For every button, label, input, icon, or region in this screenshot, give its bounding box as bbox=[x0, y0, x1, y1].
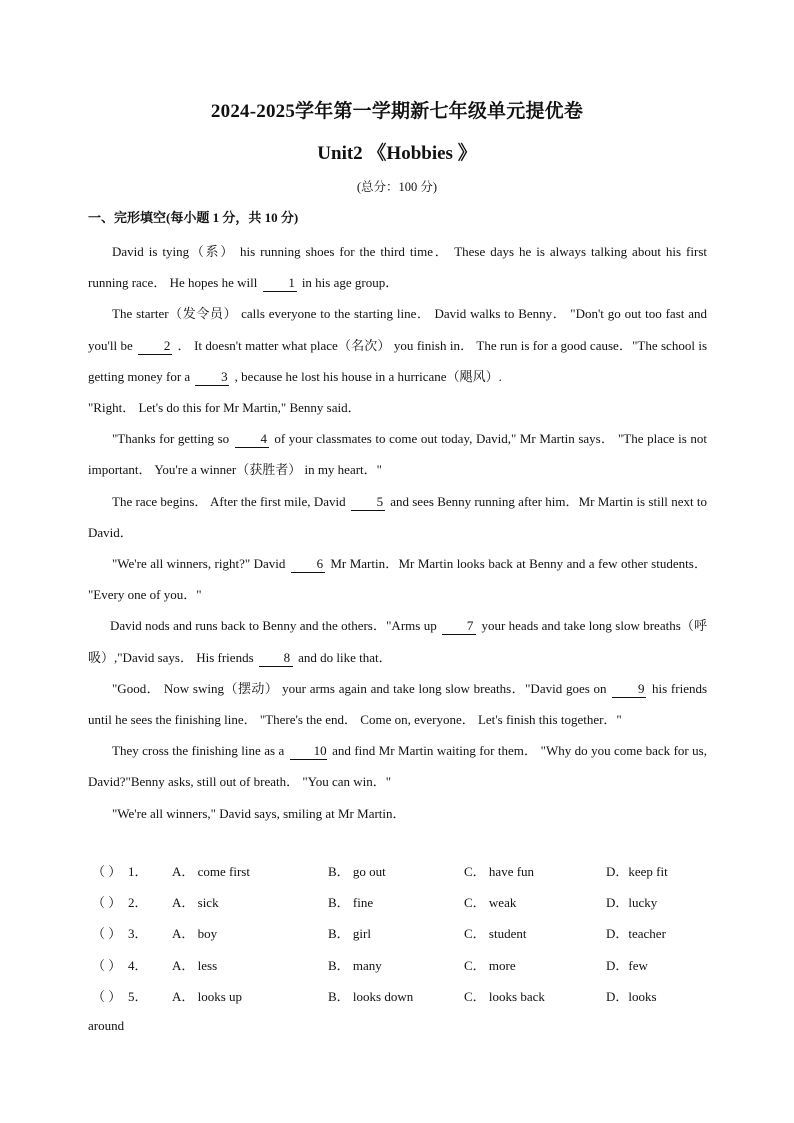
text: David nods and runs back to Benny and the others．"Arms up bbox=[110, 618, 437, 634]
option-c[interactable]: C． looks back bbox=[464, 988, 545, 1004]
question-row-4 bbox=[88, 952, 707, 983]
question-row-1 bbox=[88, 858, 707, 889]
answer-paren[interactable]: （ ） bbox=[92, 926, 122, 942]
text: Mr Martin．Mr Martin looks back at Benny and a few other students． "Every one of you．" bbox=[88, 556, 707, 603]
text: , because he lost his house in a hurricane（飓风）. bbox=[234, 368, 502, 384]
text: his friends until he sees the finishing line． "There's the end． Come on, everyone． Let's finish this together．" bbox=[88, 680, 708, 728]
paragraph-5 bbox=[88, 486, 707, 548]
option-a[interactable]: A． less bbox=[172, 957, 218, 973]
option-d[interactable]: D．keep fit bbox=[606, 864, 668, 879]
option-a[interactable]: A． boy bbox=[172, 926, 218, 942]
section-heading: 一、完形填空(每小题 1 分，共 10 分) bbox=[88, 210, 299, 225]
blank-10[interactable]: 10 bbox=[290, 743, 327, 760]
question-options bbox=[88, 858, 707, 1014]
question-row-5 bbox=[88, 983, 707, 1014]
answer-paren[interactable]: （ ） bbox=[92, 988, 122, 1004]
exam-title: 2024-2025学年第一学期新七年级单元提优卷 bbox=[210, 101, 584, 122]
option-c[interactable]: C． more bbox=[464, 957, 516, 973]
question-row-2 bbox=[88, 889, 707, 920]
blank-9[interactable]: 9 bbox=[612, 681, 646, 698]
option-b[interactable]: B． fine bbox=[328, 895, 374, 911]
option-b[interactable]: B． looks down bbox=[328, 988, 414, 1004]
text: and sees Benny running after him．Mr Martin is still next to David． bbox=[88, 493, 707, 540]
paragraph-2 bbox=[88, 298, 707, 392]
option-b[interactable]: B． go out bbox=[328, 864, 386, 879]
option-b[interactable]: B． girl bbox=[328, 926, 371, 942]
option-d[interactable]: D．lucky bbox=[606, 895, 658, 911]
option-c[interactable]: C． weak bbox=[464, 895, 517, 911]
answer-paren[interactable]: （ ） bbox=[92, 864, 122, 879]
option-c[interactable]: C． student bbox=[464, 926, 527, 942]
paragraph-6 bbox=[88, 548, 707, 610]
paragraph-8 bbox=[88, 673, 707, 735]
blank-2[interactable]: 2 bbox=[138, 338, 172, 355]
text: "We're all winners, right?" David bbox=[112, 556, 286, 572]
paragraph-7 bbox=[88, 610, 707, 672]
paragraph-3 bbox=[88, 392, 707, 423]
text: your heads and take long slow breaths（呼吸）,"David says． His friends bbox=[88, 618, 708, 665]
text: in his age group． bbox=[301, 275, 399, 291]
cloze-passage bbox=[88, 236, 707, 829]
option-a[interactable]: A． sick bbox=[172, 895, 219, 911]
blank-4[interactable]: 4 bbox=[235, 431, 269, 448]
paragraph-9 bbox=[88, 735, 707, 797]
option-a[interactable]: A． looks up bbox=[172, 988, 243, 1004]
question-number: 2． bbox=[128, 895, 148, 911]
blank-1[interactable]: 1 bbox=[263, 275, 297, 292]
paragraph-1 bbox=[88, 236, 707, 298]
question-number: 5． bbox=[128, 988, 148, 1004]
option-a[interactable]: A． come first bbox=[172, 864, 250, 879]
text: "We're all winners," David says, smiling at Mr Martin． bbox=[112, 805, 406, 821]
option-d[interactable]: D．looks bbox=[606, 988, 657, 1004]
text: and do like that． bbox=[298, 649, 392, 665]
answer-paren[interactable]: （ ） bbox=[92, 957, 122, 973]
text: ． It doesn't matter what place（名次） you finish in． The run is for a good cause．"The school is getting money for a bbox=[88, 337, 708, 384]
unit-subtitle: Unit2 《Hobbies 》 bbox=[317, 143, 477, 164]
text: David is tying（系） his running shoes for the third time． These days he is always talking about his first running race． He hopes he will bbox=[88, 244, 707, 291]
text: "Good． Now swing（摆动） your arms again and take long slow breaths．"David goes on bbox=[112, 680, 607, 696]
text: The starter（发令员） calls everyone to the starting line． David walks to Benny． "Don't go out too fast and you'll be bbox=[88, 306, 707, 353]
question-number: 1． bbox=[128, 864, 148, 879]
text: and find Mr Martin waiting for them． "Why do you come back for us, David?"Benny asks, still out of breath． "You can win．" bbox=[88, 743, 707, 790]
blank-6[interactable]: 6 bbox=[291, 556, 325, 573]
option-d-wrap: around bbox=[88, 1018, 125, 1033]
blank-7[interactable]: 7 bbox=[442, 618, 476, 635]
text: They cross the finishing line as a bbox=[112, 743, 285, 759]
paragraph-10 bbox=[88, 798, 707, 829]
blank-5[interactable]: 5 bbox=[351, 494, 385, 511]
option-d[interactable]: D．teacher bbox=[606, 926, 666, 942]
answer-paren[interactable]: （ ） bbox=[92, 895, 122, 911]
text: "Thanks for getting so bbox=[112, 431, 230, 447]
text: of your classmates to come out today, David," Mr Martin says． "The place is not important． You're a winner（获胜者） in my heart．" bbox=[88, 431, 707, 478]
text: The race begins． After the first mile, David bbox=[112, 493, 346, 509]
question-row-3 bbox=[88, 920, 707, 951]
blank-3[interactable]: 3 bbox=[195, 369, 229, 386]
question-number: 4． bbox=[128, 957, 148, 973]
option-b[interactable]: B． many bbox=[328, 957, 382, 973]
text: "Right． Let's do this for Mr Martin," Benny said． bbox=[88, 400, 361, 416]
option-c[interactable]: C． have fun bbox=[464, 864, 535, 879]
total-score: (总分：100 分) bbox=[356, 180, 438, 194]
question-number: 3． bbox=[128, 926, 148, 942]
blank-8[interactable]: 8 bbox=[259, 650, 293, 667]
option-d[interactable]: D．few bbox=[606, 957, 648, 973]
paragraph-4 bbox=[88, 423, 707, 485]
